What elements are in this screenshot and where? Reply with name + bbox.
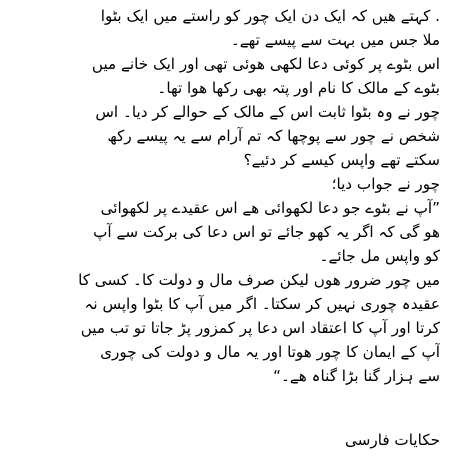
text-line: کو واپس مل جائے۔	[319, 247, 440, 265]
text-line: چور نے جواب دیا؛	[331, 175, 440, 193]
text-line: ملا جس میں بہت سے پیسے تھے۔	[230, 31, 440, 49]
text-line: کرتا اور آپ کا اعتقاد اس دعا پر کمزور پڑ جاتا تو تب میں	[80, 319, 440, 337]
text-line: . کہتے ھیں کہ ایک دن ایک چور کو راستے میں ایک بٹوا	[100, 7, 440, 25]
text-line: سکتے تھے واپس کیسے کر دئیے؟	[243, 151, 440, 169]
text-line: چور نے وہ بٹوا ثابت اس کے مالک کے حوالے کر دیا۔ اس	[95, 103, 440, 121]
text-line: میں چور ضرور ھوں لیکن صرف مال و دولت کا۔ کسی کا	[78, 271, 440, 289]
text-line: ”آپ نے بٹوے جو دعا لکھوائی ھے اس عقیدے پر لکھوائی	[100, 199, 440, 217]
text-line: بٹوے کے مالک کا نام اور پتہ بھی رکھا ھوا تھا۔	[157, 79, 440, 97]
text-line: اس بٹوے پر کوئی دعا لکھی ھوئی تھی اور ایک خانے میں	[91, 55, 440, 73]
text-line: آپ کے ایمان کا چور ھوتا اور یہ مال و دولت کی چوری	[100, 343, 440, 361]
text-line: سے ہزار گنا بڑا گناہ ھے۔“	[273, 367, 440, 385]
text-line: ھو گی کہ اگر یہ کھو جائے تو اس دعا کی برکت سے آپ	[93, 223, 440, 241]
text-line: عقیدہ چوری نہیں کر سکتا۔ اگر میں آپ کا بٹوا واپس نہ	[84, 295, 440, 313]
source-attribution: حکایات فارسی	[345, 431, 440, 449]
text-line: شخص نے چور سے پوچھا کہ تم آرام سے یہ پیسے رکھ	[107, 127, 440, 145]
